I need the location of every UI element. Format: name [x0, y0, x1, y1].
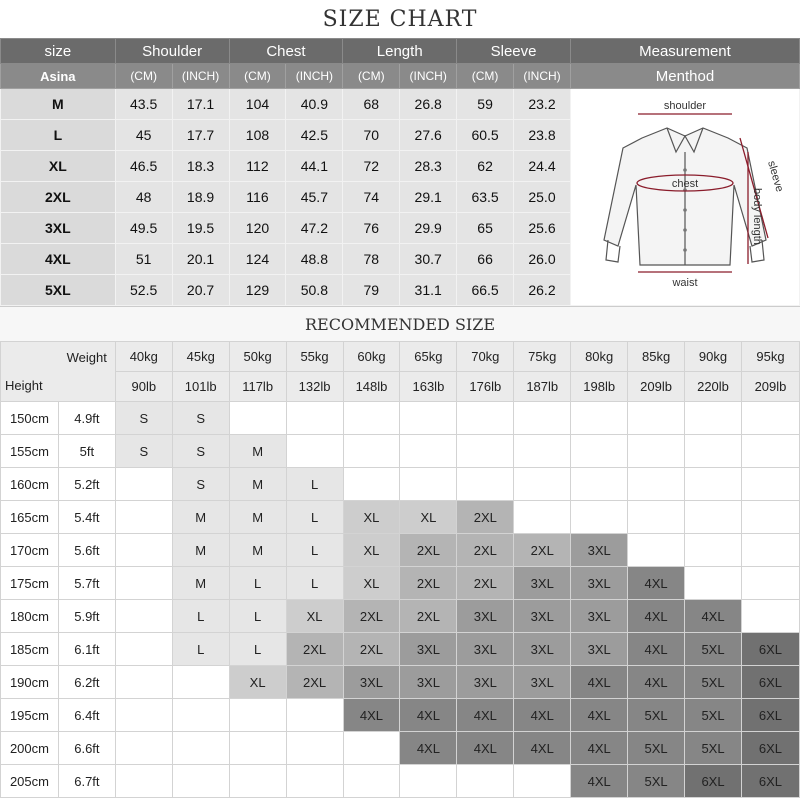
weight-label: Weight [66, 350, 107, 365]
recommended-size-cell [628, 435, 685, 468]
recommended-size-cell: S [172, 435, 229, 468]
size-value: 23.8 [514, 120, 571, 151]
size-table [0, 38, 800, 306]
weight-kg-header: 50kg [229, 342, 286, 372]
size-value: 72 [343, 151, 400, 182]
recommended-size-cell: 6XL [685, 765, 742, 798]
size-value: 51 [115, 244, 172, 275]
recommended-size-cell: L [229, 600, 286, 633]
size-value: 49.5 [115, 213, 172, 244]
unit-label: (INCH) [286, 64, 343, 89]
shoulder-header: Shoulder [115, 39, 229, 64]
recommended-size-cell: M [229, 435, 286, 468]
recommended-size-cell: 5XL [685, 666, 742, 699]
height-row [1, 633, 800, 666]
recommended-size-cell: 6XL [741, 765, 799, 798]
height-row [1, 699, 800, 732]
chest-label: chest [672, 177, 699, 190]
recommended-size-cell: L [172, 633, 229, 666]
height-ft: 6.2ft [58, 666, 115, 699]
height-cm: 165cm [1, 501, 59, 534]
size-value: 62 [457, 151, 514, 182]
height-cm: 195cm [1, 699, 59, 732]
recommended-size-cell [229, 699, 286, 732]
size-value: 48.8 [286, 244, 343, 275]
recommended-size-cell: 6XL [741, 699, 799, 732]
recommended-size-cell: 2XL [457, 567, 514, 600]
size-value: 116 [229, 182, 286, 213]
size-value: 50.8 [286, 275, 343, 306]
recommended-size-cell: 5XL [685, 732, 742, 765]
recommended-size-cell: 3XL [571, 633, 628, 666]
page-title: SIZE CHART [322, 7, 478, 32]
height-cm: 155cm [1, 435, 59, 468]
recommended-size-cell [343, 435, 400, 468]
recommended-size-cell: 4XL [400, 732, 457, 765]
recommended-size-cell: 3XL [514, 567, 571, 600]
height-cm: 170cm [1, 534, 59, 567]
recommended-size-cell [571, 402, 628, 435]
size-value: 26.2 [514, 275, 571, 306]
recommended-size-cell: XL [343, 534, 400, 567]
recommended-size-cell: M [172, 501, 229, 534]
size-value: 45.7 [286, 182, 343, 213]
recommended-size-cell [741, 501, 799, 534]
size-value: 129 [229, 275, 286, 306]
weight-lb-header: 209lb [741, 372, 799, 402]
recommended-size-cell: 4XL [628, 666, 685, 699]
size-value: 27.6 [400, 120, 457, 151]
recommended-size-cell [741, 567, 799, 600]
recommended-size-cell: 2XL [286, 666, 343, 699]
size-value: 66.5 [457, 275, 514, 306]
recommended-size-cell [628, 501, 685, 534]
recommended-size-cell [741, 435, 799, 468]
recommended-size-cell [286, 435, 343, 468]
recommended-size-cell [741, 534, 799, 567]
recommended-size-cell: 4XL [628, 633, 685, 666]
size-value: 26.8 [400, 89, 457, 120]
size-value: 20.7 [172, 275, 229, 306]
recommended-size-cell [400, 765, 457, 798]
weight-lb-header: 117lb [229, 372, 286, 402]
recommended-size-cell [628, 534, 685, 567]
recommended-size-cell: 2XL [400, 600, 457, 633]
recommended-size-cell [115, 600, 172, 633]
recommended-size-cell: XL [286, 600, 343, 633]
recommended-size-cell [343, 402, 400, 435]
recommended-size-title: RECOMMENDED SIZE [0, 306, 800, 342]
recommended-size-cell [514, 435, 571, 468]
recommended-size-cell: 2XL [457, 501, 514, 534]
height-ft: 6.1ft [58, 633, 115, 666]
recommended-size-cell [172, 666, 229, 699]
recommended-size-cell: 2XL [286, 633, 343, 666]
recommended-size-cell [685, 402, 742, 435]
height-cm: 150cm [1, 402, 59, 435]
size-value: 29.9 [400, 213, 457, 244]
size-value: 112 [229, 151, 286, 182]
recommended-size-cell [457, 765, 514, 798]
recommended-size-cell: 5XL [628, 699, 685, 732]
size-value: 47.2 [286, 213, 343, 244]
size-value: 78 [343, 244, 400, 275]
weight-lb-header: 163lb [400, 372, 457, 402]
size-value: 66 [457, 244, 514, 275]
recommended-size-cell: 2XL [400, 534, 457, 567]
method-header: Menthod [570, 64, 799, 89]
weight-lb-header: 187lb [514, 372, 571, 402]
size-value: 31.1 [400, 275, 457, 306]
recommended-size-cell [685, 435, 742, 468]
size-value: 70 [343, 120, 400, 151]
recommended-size-cell [741, 402, 799, 435]
size-value: 120 [229, 213, 286, 244]
recommended-size-cell [286, 765, 343, 798]
recommended-size-cell [172, 765, 229, 798]
size-value: 30.7 [400, 244, 457, 275]
size-value: 20.1 [172, 244, 229, 275]
height-cm: 190cm [1, 666, 59, 699]
height-cm: 160cm [1, 468, 59, 501]
recommended-size-cell: 4XL [457, 699, 514, 732]
recommended-size-cell [685, 468, 742, 501]
size-value: 18.3 [172, 151, 229, 182]
recommended-size-cell [685, 501, 742, 534]
recommended-size-cell [685, 567, 742, 600]
size-value: 43.5 [115, 89, 172, 120]
height-ft: 6.6ft [58, 732, 115, 765]
recommended-size-cell: L [286, 534, 343, 567]
recommended-size-cell: L [229, 567, 286, 600]
weight-kg-header: 60kg [343, 342, 400, 372]
shoulder-label: shoulder [664, 99, 707, 112]
height-row [1, 435, 800, 468]
size-value: 26.0 [514, 244, 571, 275]
shirt-icon [572, 90, 797, 302]
size-value: 63.5 [457, 182, 514, 213]
recommended-size-cell: 4XL [514, 699, 571, 732]
size-row [1, 89, 800, 120]
recommended-size-cell: XL [343, 501, 400, 534]
recommended-size-cell [628, 468, 685, 501]
recommended-size-cell: 6XL [741, 666, 799, 699]
height-row [1, 567, 800, 600]
size-value: 76 [343, 213, 400, 244]
recommended-size-cell: S [172, 468, 229, 501]
size-value: 25.6 [514, 213, 571, 244]
recommended-size-cell: M [229, 468, 286, 501]
recommended-size-cell [172, 699, 229, 732]
size-label: M [1, 89, 116, 120]
size-value: 45 [115, 120, 172, 151]
recommended-size-cell: 3XL [400, 666, 457, 699]
weight-kg-header: 65kg [400, 342, 457, 372]
recommended-size-cell [400, 435, 457, 468]
recommended-size-cell [400, 402, 457, 435]
weight-kg-header: 40kg [115, 342, 172, 372]
height-row [1, 732, 800, 765]
recommended-size-cell [172, 732, 229, 765]
size-value: 46.5 [115, 151, 172, 182]
recommended-size-cell: 3XL [514, 600, 571, 633]
unit-label: (CM) [343, 64, 400, 89]
weight-lb-header: 198lb [571, 372, 628, 402]
size-value: 59 [457, 89, 514, 120]
recommended-size-cell: 3XL [400, 633, 457, 666]
size-value: 104 [229, 89, 286, 120]
recommended-size-cell: L [286, 567, 343, 600]
height-row [1, 534, 800, 567]
weight-kg-header: 95kg [741, 342, 799, 372]
height-row [1, 666, 800, 699]
recommended-size-cell: 6XL [741, 633, 799, 666]
recommended-size-cell [115, 666, 172, 699]
recommended-size-cell [514, 765, 571, 798]
recommended-size-cell: 2XL [343, 600, 400, 633]
recommended-size-cell: S [115, 402, 172, 435]
chest-header: Chest [229, 39, 343, 64]
recommended-size-cell: 4XL [457, 732, 514, 765]
height-cm: 180cm [1, 600, 59, 633]
length-header: Length [343, 39, 457, 64]
size-value: 23.2 [514, 89, 571, 120]
recommended-size-cell [343, 468, 400, 501]
height-row [1, 402, 800, 435]
recommended-size-cell: 5XL [628, 732, 685, 765]
recommended-size-cell: 2XL [343, 633, 400, 666]
recommended-size-cell [457, 435, 514, 468]
recommended-size-cell: 4XL [571, 765, 628, 798]
recommended-size-cell: 4XL [571, 699, 628, 732]
recommended-size-table [0, 341, 800, 798]
height-ft: 4.9ft [58, 402, 115, 435]
recommended-size-cell [286, 402, 343, 435]
unit-label: (INCH) [514, 64, 571, 89]
recommended-size-cell: XL [343, 567, 400, 600]
size-value: 28.3 [400, 151, 457, 182]
recommended-size-cell: 5XL [628, 765, 685, 798]
recommended-size-cell: L [286, 501, 343, 534]
size-label: 2XL [1, 182, 116, 213]
recommended-size-cell: S [172, 402, 229, 435]
size-value: 65 [457, 213, 514, 244]
recommended-size-cell: 4XL [628, 600, 685, 633]
recommended-size-cell: 4XL [514, 732, 571, 765]
brand-label: Asina [1, 64, 116, 89]
recommended-size-cell: 3XL [457, 666, 514, 699]
unit-label: (INCH) [400, 64, 457, 89]
recommended-size-cell: M [172, 567, 229, 600]
recommended-size-cell: 4XL [343, 699, 400, 732]
height-ft: 5.6ft [58, 534, 115, 567]
body-length-label: body length [751, 187, 764, 245]
recommended-size-cell: XL [400, 501, 457, 534]
recommended-size-cell: L [172, 600, 229, 633]
size-value: 17.7 [172, 120, 229, 151]
size-value: 18.9 [172, 182, 229, 213]
recommended-size-cell [571, 435, 628, 468]
recommended-size-cell: L [229, 633, 286, 666]
recommended-size-cell [115, 534, 172, 567]
recommended-size-cell [343, 765, 400, 798]
recommended-size-cell [115, 468, 172, 501]
size-value: 29.1 [400, 182, 457, 213]
size-value: 60.5 [457, 120, 514, 151]
recommended-size-cell: 2XL [400, 567, 457, 600]
size-label: 5XL [1, 275, 116, 306]
recommended-size-cell [115, 765, 172, 798]
height-ft: 5.7ft [58, 567, 115, 600]
recommended-size-cell: 3XL [571, 567, 628, 600]
recommended-size-cell [115, 732, 172, 765]
recommended-size-cell: 2XL [457, 534, 514, 567]
sleeve-label: sleeve [765, 159, 786, 193]
size-value: 19.5 [172, 213, 229, 244]
recommended-size-cell: M [229, 534, 286, 567]
weight-kg-header: 70kg [457, 342, 514, 372]
unit-label: (CM) [457, 64, 514, 89]
recommended-size-cell [343, 732, 400, 765]
weight-lb-header: 90lb [115, 372, 172, 402]
unit-label: (INCH) [172, 64, 229, 89]
recommended-size-cell [514, 468, 571, 501]
recommended-size-cell [741, 468, 799, 501]
size-value: 42.5 [286, 120, 343, 151]
size-value: 24.4 [514, 151, 571, 182]
size-label: 3XL [1, 213, 116, 244]
size-value: 48 [115, 182, 172, 213]
height-ft: 5.2ft [58, 468, 115, 501]
recommended-size-cell: 3XL [571, 534, 628, 567]
recommended-size-cell: 4XL [685, 600, 742, 633]
recommended-size-cell: XL [229, 666, 286, 699]
weight-kg-header: 45kg [172, 342, 229, 372]
recommended-size-cell: L [286, 468, 343, 501]
recommended-size-cell: 6XL [741, 732, 799, 765]
recommended-size-cell [115, 567, 172, 600]
size-value: 40.9 [286, 89, 343, 120]
recommended-size-cell: 4XL [628, 567, 685, 600]
recommended-size-cell: 4XL [571, 666, 628, 699]
height-ft: 5ft [58, 435, 115, 468]
recommended-size-cell [229, 765, 286, 798]
recommended-size-cell [400, 468, 457, 501]
height-row [1, 765, 800, 798]
recommended-size-cell [229, 732, 286, 765]
weight-kg-header: 85kg [628, 342, 685, 372]
size-value: 52.5 [115, 275, 172, 306]
recommended-size-cell: 3XL [457, 600, 514, 633]
recommended-size-cell: S [115, 435, 172, 468]
recommended-size-cell [115, 699, 172, 732]
size-value: 74 [343, 182, 400, 213]
recommended-size-cell [457, 468, 514, 501]
recommended-size-cell [628, 402, 685, 435]
recommended-size-cell [286, 732, 343, 765]
recommended-size-cell: 3XL [514, 633, 571, 666]
weight-kg-header: 90kg [685, 342, 742, 372]
height-cm: 200cm [1, 732, 59, 765]
size-label: 4XL [1, 244, 116, 275]
size-header: size [1, 39, 116, 64]
weight-lb-header: 209lb [628, 372, 685, 402]
weight-height-corner [1, 342, 116, 402]
size-value: 108 [229, 120, 286, 151]
recommended-size-cell: 2XL [514, 534, 571, 567]
height-row [1, 600, 800, 633]
size-value: 68 [343, 89, 400, 120]
recommended-size-cell [741, 600, 799, 633]
recommended-size-cell: 4XL [571, 732, 628, 765]
recommended-size-cell [286, 699, 343, 732]
height-row [1, 468, 800, 501]
measurement-header: Measurement [570, 39, 799, 64]
recommended-size-cell [514, 501, 571, 534]
measurement-diagram [570, 89, 799, 306]
height-cm: 175cm [1, 567, 59, 600]
weight-lb-header: 148lb [343, 372, 400, 402]
unit-label: (CM) [115, 64, 172, 89]
weight-lb-header: 132lb [286, 372, 343, 402]
recommended-size-cell: M [229, 501, 286, 534]
size-label: L [1, 120, 116, 151]
size-value: 44.1 [286, 151, 343, 182]
recommended-size-cell [115, 501, 172, 534]
height-ft: 5.4ft [58, 501, 115, 534]
recommended-size-cell: M [172, 534, 229, 567]
weight-lb-header: 101lb [172, 372, 229, 402]
recommended-size-cell: 3XL [457, 633, 514, 666]
weight-kg-header: 55kg [286, 342, 343, 372]
recommended-size-cell: 3XL [514, 666, 571, 699]
size-value: 124 [229, 244, 286, 275]
recommended-size-cell [571, 501, 628, 534]
height-ft: 5.9ft [58, 600, 115, 633]
height-ft: 6.7ft [58, 765, 115, 798]
recommended-size-cell [514, 402, 571, 435]
size-value: 79 [343, 275, 400, 306]
height-cm: 185cm [1, 633, 59, 666]
recommended-size-cell: 5XL [685, 699, 742, 732]
recommended-size-cell [571, 468, 628, 501]
size-label: XL [1, 151, 116, 182]
recommended-size-cell [115, 633, 172, 666]
height-row [1, 501, 800, 534]
recommended-size-cell [685, 534, 742, 567]
size-value: 25.0 [514, 182, 571, 213]
weight-kg-header: 80kg [571, 342, 628, 372]
size-value: 17.1 [172, 89, 229, 120]
recommended-size-cell: 3XL [343, 666, 400, 699]
weight-lb-header: 220lb [685, 372, 742, 402]
height-label: Height [5, 378, 43, 393]
weight-kg-header: 75kg [514, 342, 571, 372]
height-cm: 205cm [1, 765, 59, 798]
recommended-size-cell [457, 402, 514, 435]
recommended-size-cell: 5XL [685, 633, 742, 666]
unit-label: (CM) [229, 64, 286, 89]
recommended-size-cell: 3XL [571, 600, 628, 633]
sleeve-header: Sleeve [457, 39, 571, 64]
recommended-size-cell [229, 402, 286, 435]
recommended-size-cell: 4XL [400, 699, 457, 732]
waist-label: waist [672, 276, 698, 289]
weight-lb-header: 176lb [457, 372, 514, 402]
height-ft: 6.4ft [58, 699, 115, 732]
